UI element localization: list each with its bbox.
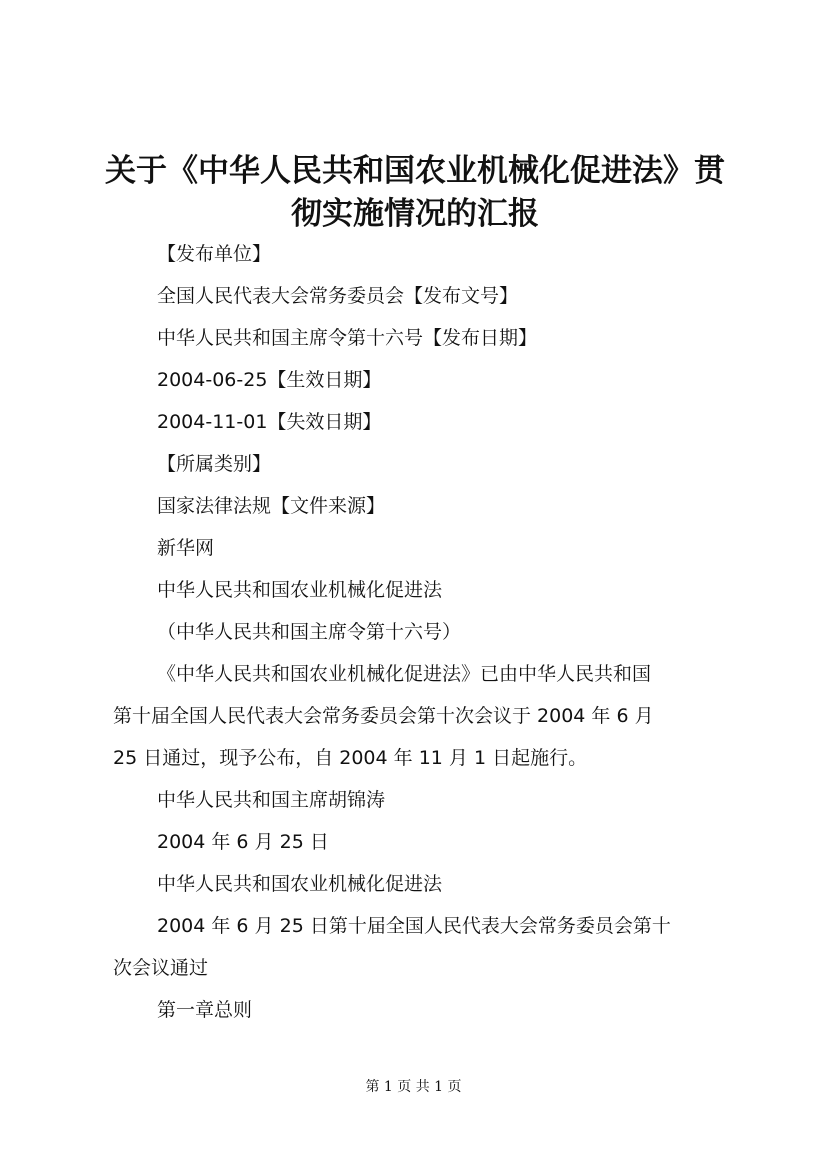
category-heading: 【所属类别】 [157,453,272,475]
signing-date-line: 2004 年 6 月 25 日 [157,831,329,853]
page-footer: 第 1 页 共 1 页 [365,1079,462,1095]
document-number-line: 中华人民共和国主席令第十六号【发布日期】 [157,327,538,349]
decree-line: （中华人民共和国主席令第十六号） [157,621,462,643]
signatory-line: 中华人民共和国主席胡锦涛 [157,789,386,811]
adoption-line-1: 2004 年 6 月 25 日第十届全国人民代表大会常务委员会第十 [157,915,671,937]
publish-date-line: 2004-06-25【生效日期】 [157,369,382,391]
publisher-heading: 【发布单位】 [157,243,272,265]
law-title-line: 中华人民共和国农业机械化促进法 [157,579,443,601]
law-title-repeat-line: 中华人民共和国农业机械化促进法 [157,873,443,895]
publisher-line: 全国人民代表大会常务委员会【发布文号】 [157,285,519,307]
body-paragraph-line-2: 第十届全国人民代表大会常务委员会第十次会议于 2004 年 6 月 [113,705,654,727]
body-paragraph-line-3: 25 日通过，现予公布，自 2004 年 11 月 1 日起施行。 [113,747,588,769]
chapter-heading: 第一章总则 [157,999,253,1021]
effective-date-line: 2004-11-01【失效日期】 [157,411,382,433]
category-line: 国家法律法规【文件来源】 [157,495,386,517]
adoption-line-2: 次会议通过 [113,957,209,979]
body-paragraph-line-1: 《中华人民共和国农业机械化促进法》已由中华人民共和国 [157,663,652,685]
document-title: 关于《中华人民共和国农业机械化促进法》贯彻实施情况的汇报 [105,153,725,232]
source-line: 新华网 [157,537,215,559]
